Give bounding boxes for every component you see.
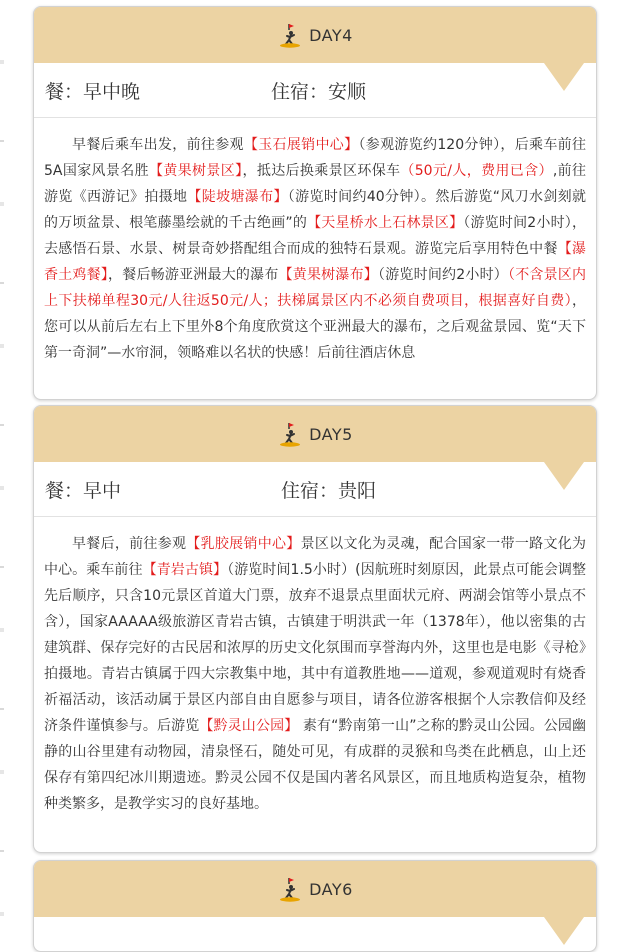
highlight-text: 【黔灵山公园】 bbox=[199, 718, 299, 734]
description-text: ,前往游览《西游记》拍摄地 bbox=[44, 163, 587, 205]
page-edge-decoration bbox=[0, 0, 4, 924]
description-text: ，抵达后换乘景区环保车 bbox=[242, 163, 401, 179]
lodging-info: 住宿：安顺 bbox=[271, 80, 367, 103]
highlight-text: 【玉石展销中心】 bbox=[243, 137, 359, 153]
description-text: （参观游览约120分钟），后乘车前往5A国家风景名胜 bbox=[44, 137, 587, 179]
description-text: ，餐后畅游亚洲最大的瀑布 bbox=[108, 267, 279, 283]
day-description bbox=[34, 118, 596, 376]
header-notch bbox=[544, 462, 584, 490]
highlight-text: 【黄果树瀑布】 bbox=[278, 267, 378, 283]
hiker-with-flag-icon bbox=[277, 22, 303, 48]
day-card-4 bbox=[33, 6, 597, 400]
day-description bbox=[34, 517, 596, 827]
highlight-text: （50元/人，费用已含） bbox=[400, 163, 553, 179]
day-label: DAY4 bbox=[309, 25, 353, 45]
description-text: 早餐后，前往参观 bbox=[72, 536, 187, 552]
meal-lodging-row bbox=[34, 63, 596, 117]
hiker-with-flag-icon bbox=[277, 421, 303, 447]
meal-info: 餐：早中晚 bbox=[45, 80, 141, 103]
meal-info: 餐：早中 bbox=[45, 479, 122, 502]
day-card-5 bbox=[33, 405, 597, 853]
day-header bbox=[34, 406, 596, 462]
description-text: （游览时间1.5小时）(因航班时刻原因，此景点可能会调整先后顺序，只含10元景区首道大门票，放弃不退景点里面状元府、两湖会馆等小景点不含），国家AAAAA级旅游区青岩古镇，古镇建于明洪武一年（1378年），他以密集的古建筑群、保存完好的古民居和浓厚的历史文化氛围而享誉海内外，这里也是电影《寻枪》拍摄地。青岩古镇属于四大宗教集中地，其中有道教胜地——道观，参观道观时有烧香祈福活动，该活动属于景区内部自由自愿参与项目，请各位游客根据个人宗教信仰及经济条件谨慎参与。后游览 bbox=[44, 562, 586, 734]
description-text: 素有“黔南第一山”之称的黔灵山公园。公园幽静的山谷里建有动物园，清泉怪石，随处可见，有成群的灵猴和鸟类在此栖息，山上还保存有第四纪冰川期遗迹。黔灵公园不仅是国内著名风景区，而且地质构造复杂，植物种类繁多，是教学实习的良好基地。 bbox=[44, 718, 586, 812]
highlight-text: 【天星桥水上石林景区】 bbox=[307, 215, 464, 231]
description-text: （游览时间约2小时） bbox=[378, 267, 508, 283]
lodging-info: 住宿：贵阳 bbox=[281, 479, 377, 502]
header-notch bbox=[544, 63, 584, 91]
meal-lodging-row bbox=[34, 462, 596, 516]
highlight-text: 【黄果树景区】 bbox=[148, 163, 243, 179]
description-text: （游览时间约40分钟）。然后游览“风刀水剑刻就的万顷盆景、根笔藤墨绘就的千古绝画”的 bbox=[44, 189, 587, 231]
day-header bbox=[34, 861, 596, 917]
day-header bbox=[34, 7, 596, 63]
day-label: DAY6 bbox=[309, 879, 353, 899]
day-card-6 bbox=[33, 860, 597, 952]
highlight-text: 【瀑香土鸡餐】 bbox=[44, 241, 587, 283]
description-text: （游览时间2小时），去感悟石景、水景、树景奇妙搭配组合而成的独特石景观。游览完后享用特色中餐 bbox=[44, 215, 586, 257]
hiker-with-flag-icon bbox=[277, 876, 303, 902]
description-text: 景区以文化为灵魂，配合国家一带一路文化为中心。乘车前往 bbox=[44, 536, 587, 578]
highlight-text: 【乳胶展销中心】 bbox=[186, 536, 301, 552]
highlight-text: 【陡坡塘瀑布】 bbox=[187, 189, 288, 205]
day-label: DAY5 bbox=[309, 424, 353, 444]
highlight-text: （不含景区内上下扶梯单程30元/人往返50元/人；扶梯属景区内不必须自费项目，根据喜好自费） bbox=[44, 267, 587, 309]
description-text: 早餐后乘车出发，前往参观 bbox=[72, 137, 244, 153]
highlight-text: 【青岩古镇】 bbox=[142, 562, 228, 578]
header-notch bbox=[544, 917, 584, 945]
description-text: ，您可以从前后左右上下里外8个角度欣赏这个亚洲最大的瀑布，之后观盆景园、览“天下第一奇洞”—水帘洞，领略难以名状的快感！后前往酒店休息 bbox=[44, 293, 586, 361]
